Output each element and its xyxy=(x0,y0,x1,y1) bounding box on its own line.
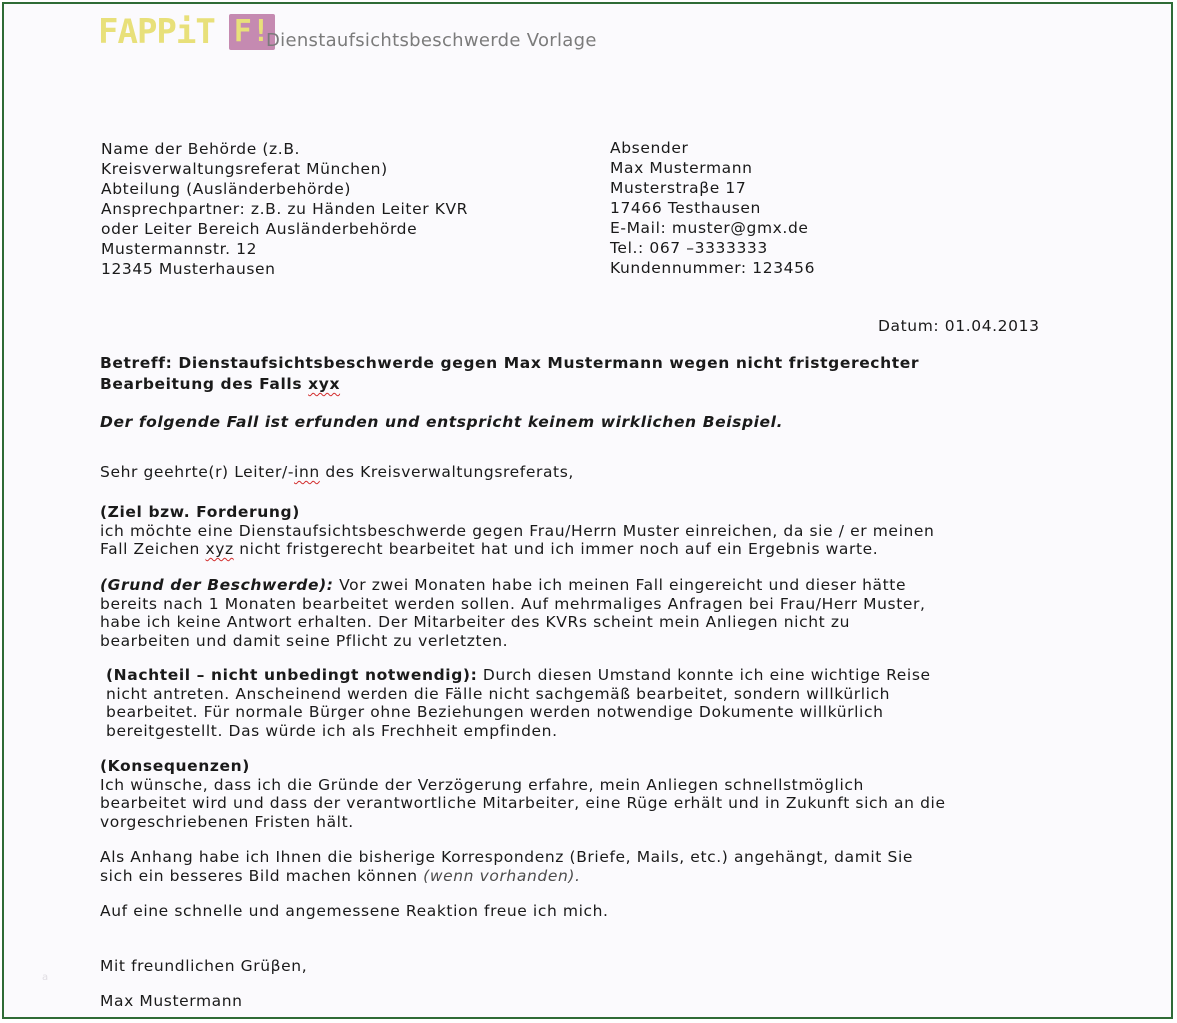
grund-line: bearbeiten und damit seine Pflicht zu verletzten. xyxy=(100,631,509,650)
anhang-hint: (wenn vorhanden). xyxy=(423,866,581,885)
faint-mark: a xyxy=(42,972,49,983)
nachteil-line xyxy=(106,666,931,685)
sender-line: E-Mail: muster@gmx.de xyxy=(610,219,809,237)
logo-wordmark: FAPPiT xyxy=(98,12,215,52)
disclaimer: Der folgende Fall ist erfunden und entspricht keinem wirklichen Beispiel. xyxy=(100,413,784,431)
nachteil-heading: (Nachteil – nicht unbedingt notwendig): xyxy=(106,666,478,684)
subject-text: Bearbeitung des Falls xyxy=(100,375,309,393)
ziel-line xyxy=(100,540,934,559)
anhang-line: Als Anhang habe ich Ihnen die bisherige Korrespondenz (Briefe, Mails, etc.) angehängt, damit Sie xyxy=(100,848,913,866)
salutation xyxy=(100,463,574,482)
sender-line: Tel.: 067 –3333333 xyxy=(610,239,768,257)
sender-line: Absender xyxy=(610,139,689,157)
letter-page xyxy=(2,2,1173,1019)
letter-date: Datum: 01.04.2013 xyxy=(878,317,1040,335)
sender-line: Musterstraβe 17 xyxy=(610,179,747,197)
nachteil-text: Durch diesen Umstand konnte ich eine wichtige Reise xyxy=(477,666,931,684)
konsequenzen-heading: (Konsequenzen) xyxy=(100,757,250,775)
recipient-line: oder Leiter Bereich Ausländerbehörde xyxy=(101,220,418,238)
nachteil-line: bearbeitet. Für normale Bürger ohne Beziehungen werden notwendige Dokumente willkürlich xyxy=(106,703,884,721)
section-nachteil xyxy=(106,666,931,740)
subject-line xyxy=(100,354,919,394)
anhang-text: sich ein besseres Bild machen können xyxy=(100,866,424,885)
fappit-logo xyxy=(98,12,275,52)
reaction-line: Auf eine schnelle und angemessene Reaktion freue ich mich. xyxy=(100,902,609,920)
section-grund xyxy=(100,576,926,650)
sender-address xyxy=(610,139,815,279)
konsequenzen-line: Ich wünsche, dass ich die Gründe der Verzögerung erfahre, mein Anliegen schnellstmöglich xyxy=(100,775,864,794)
ziel-heading: (Ziel bzw. Forderung) xyxy=(100,503,300,521)
grund-heading: (Grund der Beschwerde): xyxy=(100,576,334,594)
sender-line: 17466 Testhausen xyxy=(610,199,761,217)
recipient-line: Mustermannstr. 12 xyxy=(101,240,258,258)
recipient-line: Abteilung (Ausländerbehörde) xyxy=(101,180,352,198)
section-anhang xyxy=(100,848,913,885)
anhang-line xyxy=(100,867,913,886)
ziel-case-id: xyz xyxy=(205,540,234,558)
recipient-line: Kreisverwaltungsreferat München) xyxy=(101,160,388,178)
grund-line: habe ich keine Antwort erhalten. Der Mitarbeiter des KVRs scheint mein Anliegen nicht zu xyxy=(100,613,850,631)
grund-line: bereits nach 1 Monaten bearbeitet werden sollen. Auf mehrmaliges Anfragen bei Frau/Herr Muster, xyxy=(100,594,926,613)
subject-case-id: xyx xyxy=(308,375,341,393)
subject-line-1: Betreff: Dienstaufsichtsbeschwerde gegen Max Mustermann wegen nicht fristgerechter xyxy=(100,354,920,372)
konsequenzen-line: bearbeitet wird und dass der verantwortliche Mitarbeiter, eine Rüge erhält und in Zukunft sich an die xyxy=(100,794,946,812)
grund-line xyxy=(100,576,926,595)
salutation-prefix: Sehr geehrte(r) Leiter/- xyxy=(100,463,295,481)
recipient-line: Name der Behörde (z.B. xyxy=(101,140,301,158)
konsequenzen-line: vorgeschriebenen Fristen hält. xyxy=(100,812,354,831)
sender-line: Kundennummer: 123456 xyxy=(610,259,816,277)
signature: Max Mustermann xyxy=(100,992,243,1010)
ziel-text: nicht fristgerecht bearbeitet hat und ich immer noch auf ein Ergebnis warte. xyxy=(233,540,879,558)
nachteil-line: bereitgestellt. Das würde ich als Frechheit empfinden. xyxy=(106,721,558,740)
section-ziel xyxy=(100,503,934,559)
recipient-line: 12345 Musterhausen xyxy=(101,260,276,278)
document-title: Dienstaufsichtsbeschwerde Vorlage xyxy=(266,30,597,51)
sender-line: Max Mustermann xyxy=(610,159,753,177)
salutation-suffix: des Kreisverwaltungsreferats, xyxy=(319,463,574,481)
grund-text: Vor zwei Monaten habe ich meinen Fall eingereicht und dieser hätte xyxy=(333,576,907,594)
logo-mark-icon: F! xyxy=(229,14,275,50)
closing: Mit freundlichen Grüβen, xyxy=(100,957,308,975)
recipient-address xyxy=(101,140,468,280)
nachteil-line: nicht antreten. Anscheinend werden die Fälle nicht sachgemäß bearbeitet, sondern willkürlich xyxy=(106,684,891,703)
recipient-line: Ansprechpartner: z.B. zu Händen Leiter KVR xyxy=(101,200,469,218)
ziel-text: Fall Zeichen xyxy=(100,540,206,558)
subject-line-2 xyxy=(100,375,919,394)
section-konsequenzen xyxy=(100,757,946,831)
salutation-word: inn xyxy=(294,463,320,481)
ziel-line: ich möchte eine Dienstaufsichtsbeschwerde gegen Frau/Herrn Muster einreichen, da sie / er meinen xyxy=(100,521,935,540)
